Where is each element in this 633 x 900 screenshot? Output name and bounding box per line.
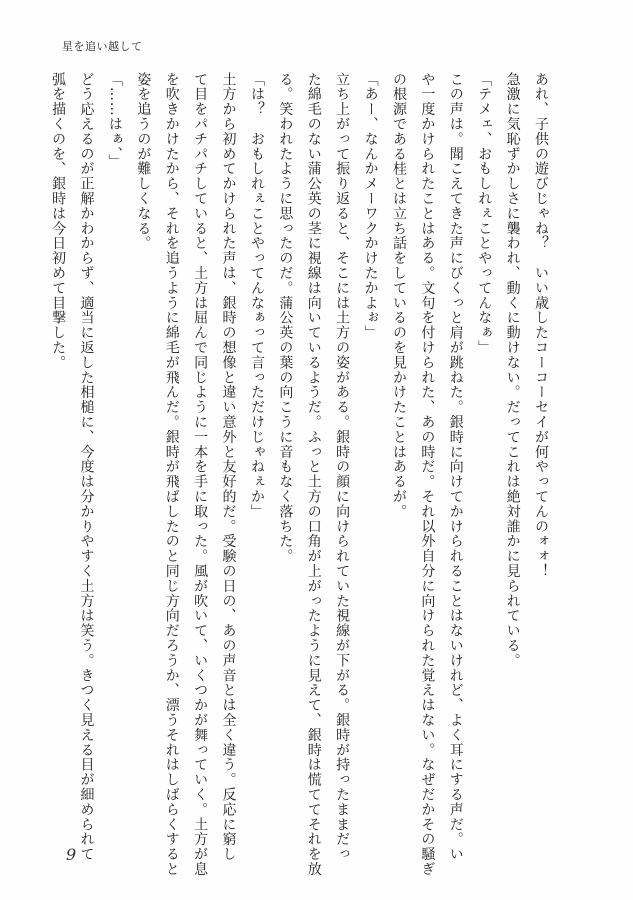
page-number: 9 (66, 845, 77, 864)
text-line: 立ち上がって振り返ると、そこには土方の姿がある。銀時の顔に向けられていた視線が下がる。銀時が持ったままだっ (334, 72, 351, 862)
text-line: 土方から初めてかけられた声は、銀時の想像と違い意外と友好的だ。受験の日の、あの声音とは全く違う。反応に窮し (220, 72, 237, 862)
text-line: 姿を追うのが難しくなる。 (135, 72, 152, 251)
text-line: どう応えるのが正解かわからず、適当に返した相槌に、今度は分かりやすく土方は笑う。きつく見える目が細められて (78, 72, 95, 862)
body-text (50, 72, 555, 877)
text-line: た綿毛のない蒲公英の茎に視線は向いているようだ。ふっと土方の口角が上がったように見えて、銀時は慌ててそれを放 (305, 72, 322, 877)
text-line: 急激に気恥ずかしさに襲われ、動くに動けない。だってこれは絶対誰かに見られている。 (504, 72, 521, 668)
text-line: 「テメェ、おもしれぇことやってんなぁ」 (476, 72, 493, 356)
text-line: あれ、子供の遊びじゃね？ いい歳したコーコーセイが何やってんのォォ！ (533, 72, 549, 579)
text-line: 「は？ おもしれぇことやってんなぁって言っただけじゃねぇか」 (248, 72, 265, 519)
text-line: て目をパチパチしていると、土方は屈んで同じように一本を手に取った。風が吹いて、いくつかが舞っていく。土方が息 (192, 72, 209, 877)
text-line: や一度かけられたことはある。文句を付けられた、あの時だ。それ以外自分に向けられた覚えはない。なぜだかその騒ぎ (419, 72, 436, 877)
text-line: 「……はぁ、」 (106, 72, 123, 170)
text-line: 弧を描くのを、銀時は今日初めて目撃した。 (50, 72, 67, 370)
text-line: を吹きかけたから、それを追うように綿毛が飛んだ。銀時が飛ばしたのと同じ方向だろうか、漂うそれはしばらくすると (163, 72, 180, 877)
text-line: る。笑われたように思ったのだ。蒲公英の葉の向こうに音もなく落ちた。 (277, 72, 294, 564)
running-head: 星を追い越して (62, 40, 143, 53)
text-line: の根源である桂とは立ち話をしているのを見かけたことはあるが。 (390, 72, 407, 519)
text-line: 「あー、なんかメーワクかけたかよぉ」 (362, 72, 379, 341)
text-line: この声は。聞こえてきた声にびくっと肩が跳ねた。銀時に向けてかけられることはないけれど、よく耳にする声だ。い (447, 72, 464, 862)
